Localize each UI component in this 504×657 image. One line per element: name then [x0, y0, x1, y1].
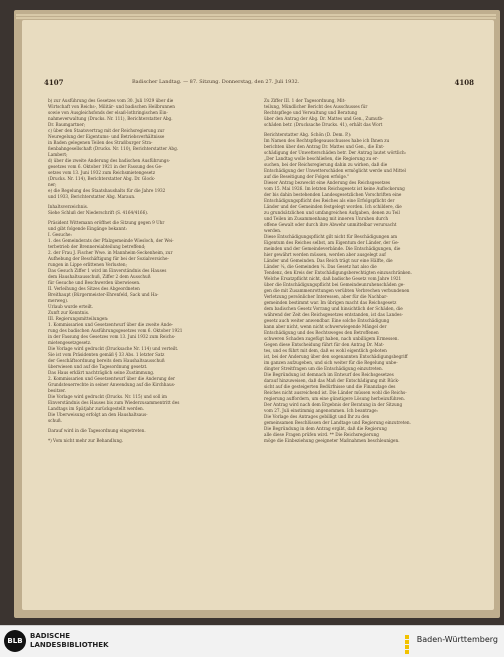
text-line: Der Antrag wird nach dem Ergebnis der Beratung in der Sitzung [264, 402, 403, 407]
text-line: rung des badischen Ausführungsgesetzes vom 6. Oktober 1921 [48, 328, 183, 333]
text-line: werden. [264, 228, 282, 233]
text-line: Präsident Wittemann eröffnet die Sitzung gegen 9 Uhr [48, 220, 165, 225]
text-line: ßenbahngesellschaft (Drucks. Nr. 110), Berichterstatter Abg. [48, 146, 179, 151]
text-line: Inhaltsverzeichnis. [48, 204, 89, 209]
text-line: Entschädigungspflicht des Reiches als eine Erfolgspflicht der [264, 198, 395, 203]
text-line: und gibt folgende Eingänge bekannt: [48, 226, 128, 231]
text-line: e) die Regelung des Staatshaushalts für die Jahre 1932 [48, 188, 166, 193]
text-line: schäden betr. (Drucksache Drucks. 41), erhält das Wort [264, 122, 383, 127]
text-line: hier gewährt werden müssen, werden aber ausgelegt auf [264, 252, 386, 257]
text-line: 1. Kommissarien und Gesetzentwurf über die zweite Ände- [48, 322, 173, 327]
text-line: schweren Schaden zugefügt haben, nach unbilligem Ermessen. [264, 336, 399, 341]
text-line: offene Gewalt oder durch ihre Abwehr unmittelbar verursacht [264, 222, 397, 227]
text-line: Breithaupt (Bürgermeister-Ehrenfeld, Sack und Ha- [48, 292, 159, 297]
text-line: teilung, Mündlicher Bericht des Ausschusses für [264, 104, 368, 109]
text-line: *) Vom nicht mehr zur Behandlung. [48, 438, 124, 443]
text-line: Urlaub wurde erteilt. [48, 304, 94, 309]
text-line: vom 27. Juli einstimmig angenommen. Ich beantrage: [264, 408, 379, 413]
state-emblem-icon [405, 635, 414, 644]
text-line: während der Zeit des Reichsgesetzes entstanden, ist das Landes- [264, 312, 403, 317]
text-line: Dieser Antrag bezweckt eine Änderung des Reichsgesetzes [264, 180, 391, 185]
text-line: ist, bei der Änderung über den sogenannten Entschädigungsbegriff [264, 354, 408, 359]
text-line: kann aber nicht, wenn nicht schwerwiegende Mängel der [264, 324, 387, 329]
text-line: meinden und der Gemeindeverbände. Die Entschädigungen, die [264, 246, 401, 251]
text-line: Die Überweisung erfolgt an den Haushaltsaus- [48, 412, 148, 417]
text-line: Berichterstatter Abg. Schön (D. Dem. P.): [264, 132, 352, 137]
text-line: gemeinden bestimmt war. Im übrigen macht das Reichsgesetz [264, 300, 397, 305]
text-line: schädigung der Unwetterschäden betr. Der Antrag lautet wörtlich: [264, 150, 407, 155]
text-line: Die Vorlage des Antrages gebilligt und Ihr zu den [264, 414, 370, 419]
text-line: Die Begründung ist demnach im Entwurf des Reichsgesetzes [264, 372, 394, 377]
left-page-number: 4107 [44, 78, 64, 87]
text-line: über die Entschädigungspflicht bei Gemeindeunruhenschäden ge- [264, 282, 405, 287]
text-line: Das Haus erklärt nachträglich seine Zustimmung. [48, 370, 155, 375]
text-line: II. Verleihung des Sitzes des Abgeordneten [48, 286, 140, 291]
text-line: Landtags im Spätjahr zurückgestellt werden. [48, 406, 145, 411]
text-line: Neuregelung der Eigentums- und Betriebsverhältnisse [48, 134, 165, 139]
text-line: tes, und es führt mit dem, daß es wohl eigentlich geboten [264, 348, 387, 353]
text-line: sicht auf die gesteigerten Bedürfnisse und die Finanzlage des [264, 384, 396, 389]
text-line: rungen in Lippe erlittenen Verlusten; [48, 262, 128, 267]
text-line: Länder ¼, die Gemeinden ¼. Das Gesetz hat also die [264, 264, 377, 269]
text-line: Die Vorlage wird gedruckt (Drucksache Nr. 114) und verteilt. [48, 346, 179, 351]
text-line: Wirtschaft von Reichs-, Militär- und badischen Heilbrunnen [48, 104, 175, 109]
text-line: darauf hinzuweisen, daß das Maß der Entschädigung mit Rück- [264, 378, 400, 383]
text-line: terbetrieb der Brennereiabteilung betreffend; [48, 244, 146, 249]
left-text-column [48, 98, 242, 444]
text-line: sowie von Ausgleichsfonds der elsaß-lothringischen Ein- [48, 110, 168, 115]
library-name-line1: BADISCHE [30, 632, 70, 640]
text-line: Grundsteuerrechte in seiner Anwendung auf die Kirchhaus- [48, 382, 176, 387]
library-name [30, 632, 109, 650]
text-line: der Geschäftsordnung bereits dem Haushaltsausschuß [48, 358, 165, 363]
text-line: Länder und Gemeinden. Das Reich trägt nur eine Hälfte, die [264, 258, 393, 263]
text-line: Im Namen des Rechtspflegeausschusses habe ich Ihnen zu [264, 138, 390, 143]
text-line: Zunft zur Kenntnis. [48, 310, 90, 315]
text-line: und 1933, Berichterstatter Abg. Maraun. [48, 194, 136, 199]
text-line: Sie ist vom Präsidenten gemäß § 33 Abs. 1 letzter Satz [48, 352, 165, 357]
text-line: Gegen diese Entscheidung führt für den Antrag Dr. Mat- [264, 342, 385, 347]
text-line: Verletzung persönlicher Interessen, aber für die Nachbar- [264, 294, 388, 299]
right-page-number: 4108 [454, 78, 474, 87]
text-line: in der Fassung des Gesetzes vom 13. Juni 1932 zum Reichs- [48, 334, 176, 339]
text-line: dem badischen Gesetz Vorrang und hinsichtlich der Schäden, die [264, 306, 403, 311]
library-name-line2: LANDESBIBLIOTHEK [30, 641, 109, 649]
page-stack-line [16, 17, 496, 19]
text-line: Eigentum des Reiches selbst, am Eigentum der Länder, der Ge- [264, 240, 399, 245]
state-name: Baden-Württemberg [416, 635, 498, 644]
text-line: der bis dahin bestehenden Landesgesetzlichen Vorschriften eine [264, 192, 402, 197]
header-text: Badischer Landtag. — 87. Sitzung. Donnerstag, den 27. Juli 1932. [132, 79, 300, 85]
text-line: c) über den Staatsvertrag mit der Reichsregierung zur [48, 128, 165, 133]
text-line: berichten über den Antrag Dr. Mattes und Gen., die Ent- [264, 144, 385, 149]
state-logo [405, 635, 498, 644]
text-line: Entschädigung und des Rechtsweges den Betroffenen [264, 330, 379, 335]
text-line: gesetzes vom 6. Oktober 1921 in der Fassung des Ge- [48, 164, 163, 169]
text-line: zu grundsätzlichen und umfangreichen Aufgaben, denen zu Teil [264, 210, 400, 215]
text-line: dem Haushaltsausschuß, Ziffer 2 dem Ausschuß [48, 274, 151, 279]
text-line: Rechtspflege und Verwaltung und Beratung [264, 110, 358, 115]
text-line: Tendenz, den Kreis der Entschädigungsberechtigten einzuschränken. [264, 270, 412, 275]
page-stack-line [16, 14, 496, 16]
text-line: über den Antrag der Abg. Dr. Mattes und Gen., Zumutb- [264, 116, 384, 121]
text-line: Welche Ersatzpflicht nicht, daß badische Gesetz vom Jahre 1921 [264, 276, 402, 281]
text-line: mietengesetzgesetz. [48, 340, 92, 345]
text-line: alle diese Fragen prüfen wird. ** Die Reichsregierung [264, 432, 379, 437]
text-line: Lambert; [48, 152, 68, 157]
text-line: auf die Beseitigung der Folgen erfolge." [264, 174, 350, 179]
text-line: merweg). [48, 298, 69, 303]
text-line: Die Vorlage wird gedruckt (Drucks. Nr. 115) und soll im [48, 394, 167, 399]
text-line: vom 15. Mai 1926. Im letzten Reichsgesetz ist keine Auflockerung [264, 186, 405, 191]
text-line: Darauf wird in die Tagesordnung eingetreten. [48, 428, 146, 433]
text-line: und Teilen im Zusammenhang mit inneren Unruhen durch [264, 216, 389, 221]
footer-bar [0, 625, 504, 657]
text-line: besitzer. [48, 388, 66, 393]
text-line: gemeinsamen Beschlüssen der Landtage und Regierung einzutreten. [264, 420, 411, 425]
text-line: schuß. [48, 418, 63, 423]
text-line: Diese Entschädigungspflicht gilt nicht für Beschädigungen am [264, 234, 398, 239]
text-line: in Baden gelegenen Teilen des Straßburger Stra- [48, 140, 153, 145]
text-line: I. Gesuche: [48, 232, 72, 237]
running-header [32, 78, 474, 90]
text-line: regierung auffordern, um eine günstigere Lösung herbeizuführen. [264, 396, 406, 401]
text-line: Entschädigung der Unwetterschäden ermöglicht werde und Mittel [264, 168, 406, 173]
text-line: gesetz auch weiter anwendbar. Eine solche Entschädigung [264, 318, 390, 323]
blb-logo-icon: BLB [4, 630, 26, 652]
text-line: möge die Einbeziehung geeigneter Maßnahmen beschleunigen. [264, 438, 400, 443]
text-line: 2. Kommissarien und Gesetzentwurf über die Änderung der [48, 376, 176, 381]
text-line: Zu Ziffer III. 1 der Tagesordnung, Mit- [264, 98, 346, 103]
text-line: setzes vom 13. Juni 1932 zum Reichsmietengesetz [48, 170, 156, 175]
text-line: Das Gesuch Ziffer 1 wird im Einverständnis des Hauses [48, 268, 167, 273]
text-line: gen die mit Zusammenrottungen verübten Verbrechen verbundenen [264, 288, 410, 293]
text-line: III. Regierungsmitteilungen: [48, 316, 109, 321]
text-line: suchen, bei der Reichsregierung dahin zu wirken, daß die [264, 162, 388, 167]
text-line: (Drucks. Nr. 114), Berichterstatter Abg. Dr. Glock- [48, 176, 156, 181]
text-line: überwiesen und auf die Tagesordnung gesetzt. [48, 364, 148, 369]
text-line: 1. des Gemeinderats der Pfalzgemeinde Wiesloch, der Wei- [48, 238, 174, 243]
text-line: im ganzen aufzugeben, und sich weiter für die Regelung unbe- [264, 360, 398, 365]
text-line: d) über die zweite Änderung des badischen Ausführungs- [48, 158, 171, 163]
text-line: Dr. Baumgartner; [48, 122, 86, 127]
text-line: für Gesuche und Beschwerden überwiesen. [48, 280, 141, 285]
text-line: b) zur Ausführung des Gesetzes vom 30. Juli 1929 über die [48, 98, 174, 103]
text-line: dingter Streitfragen um die Entschädigung einzutreten. [264, 366, 384, 371]
text-line: nahmeverwaltung (Drucks. Nr. 111), Berichterstatter Abg. [48, 116, 173, 121]
text-line: Einverständnis des Hauses bis zum Wiederzusammentritt des [48, 400, 180, 405]
text-line: Reiches nicht ausreichend ist. Die Länder müssen wohl die Reichs- [264, 390, 407, 395]
text-line: Länder und der Gemeinden festgelegt worden. Ich schildere, die [264, 204, 402, 209]
text-line: ner; [48, 182, 57, 187]
right-text-column [264, 98, 458, 444]
text-line: Aufhebung der Beschäftigung für bei der Sozialversiche- [48, 256, 169, 261]
text-line: „Der Landtag wolle beschließen, die Regierung zu er- [264, 156, 379, 161]
text-line: Siehe Schluß der Niederschrift (S. 4164/4166). [48, 210, 149, 215]
text-line: Die Begründung in dem Antrag ergibt, daß die Regierung [264, 426, 387, 431]
text-line: 2. der Frau J. Fischer Wwe. in Mannheim-Seckenheim, zur [48, 250, 173, 255]
